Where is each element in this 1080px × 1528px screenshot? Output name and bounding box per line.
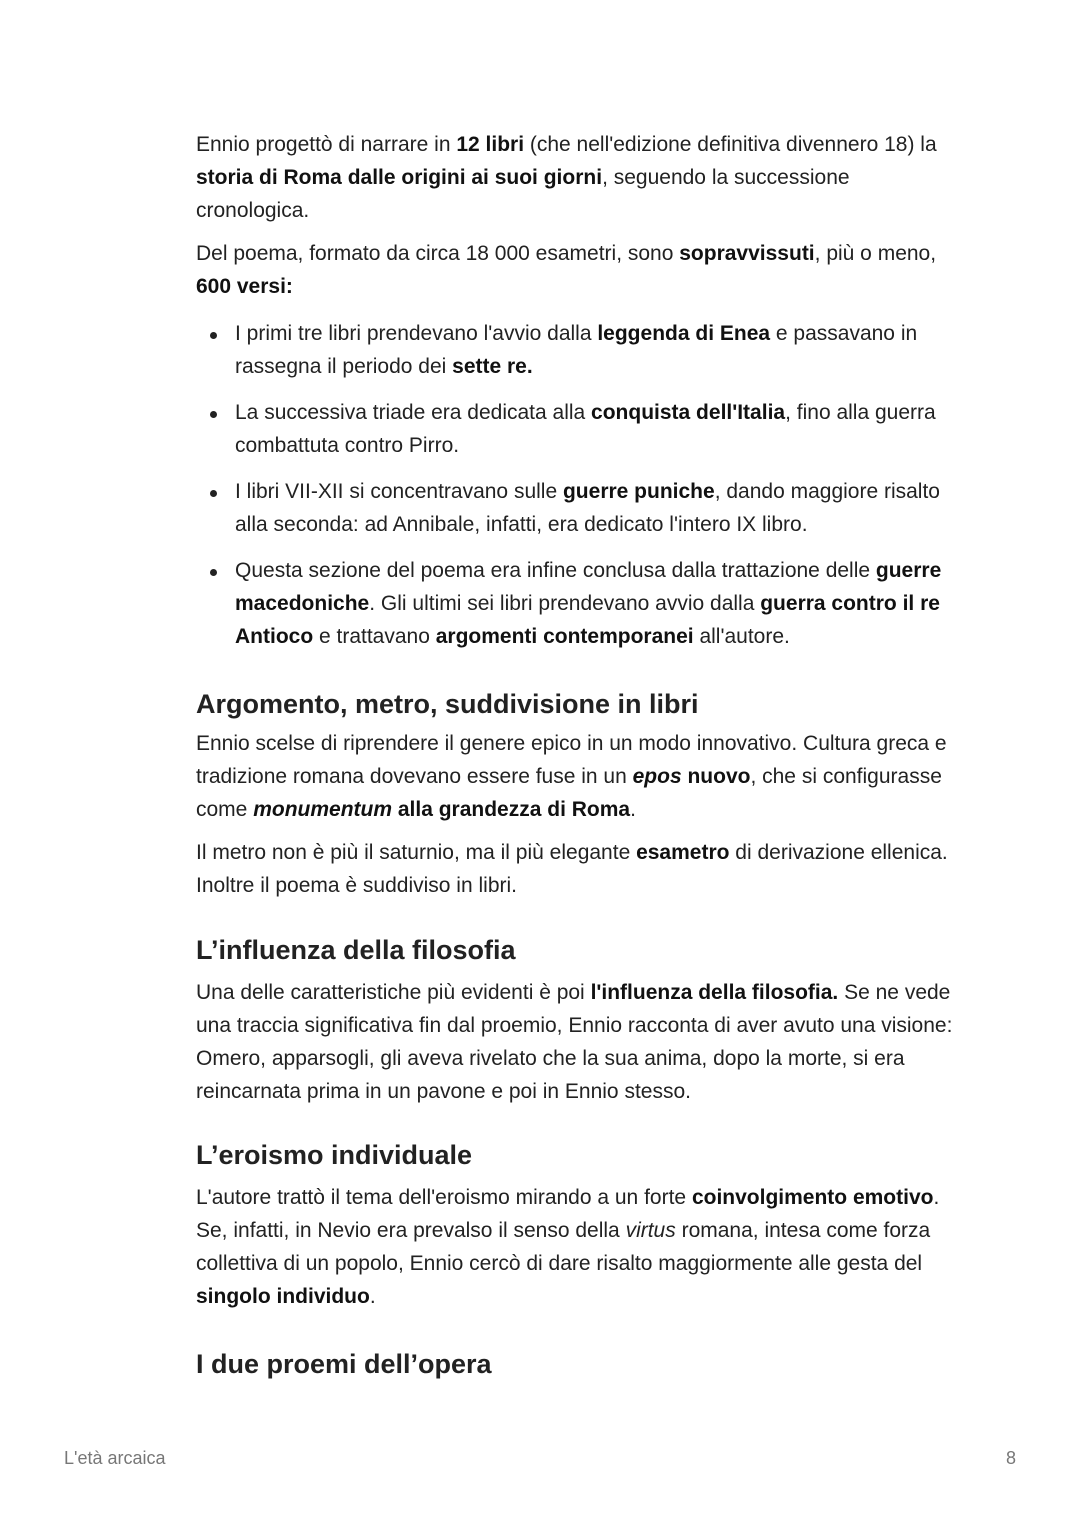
text-run: Il metro non è più il saturnio, ma il più elegante: [196, 841, 637, 864]
text-run: nuovo: [681, 765, 751, 788]
document-body: [196, 128, 956, 1381]
bold-run: conquista dell'Italia: [591, 401, 786, 424]
bold-run: sopravvissuti: [679, 242, 815, 265]
bullet-icon: [210, 411, 217, 418]
list-item: [196, 554, 956, 653]
text-run: I libri VII-XII si concentravano sulle: [235, 480, 563, 503]
text-run: Ennio progettò di narrare in: [196, 133, 457, 156]
text-run: di derivazione ellenica. Inoltre il poema è suddiviso in libri.: [196, 841, 948, 897]
text-run: , più o meno,: [814, 242, 937, 265]
text-run: L'autore trattò il tema dell'eroismo mirando a un forte: [196, 1186, 692, 1209]
text-run: e trattavano: [313, 625, 436, 648]
page-number: 8: [1005, 1448, 1016, 1468]
eroismo-paragraph: [196, 1181, 956, 1313]
bold-run: 12 libri: [456, 133, 525, 156]
text-run: , seguendo la successione cronologica.: [196, 166, 850, 222]
text-run: .: [630, 798, 636, 821]
text-run: I primi tre libri prendevano l'avvio dalla: [235, 322, 598, 345]
bullet-icon: [210, 332, 217, 339]
bold-run: coinvolgimento emotivo: [691, 1186, 934, 1209]
italic-run: virtus: [625, 1219, 676, 1242]
text-run: .: [369, 1285, 376, 1308]
bold-run: singolo individuo: [196, 1285, 370, 1308]
section-heading-filosofia: L’influenza della filosofia: [196, 935, 516, 965]
text-run: (che nell'edizione definitiva divennero 18) la: [524, 133, 937, 156]
text-run: . Gli ultimi sei libri prendevano avvio dalla: [369, 592, 761, 615]
text-run: alla grandezza di Roma: [392, 798, 631, 821]
text-run: , fino alla guerra combattuta contro Pirro.: [235, 401, 936, 457]
list-item: [196, 317, 956, 383]
list-item: [196, 396, 956, 462]
text-run: , dando maggiore risalto alla seconda: ad Annibale, infatti, era dedicato l'intero IX libro.: [235, 480, 940, 536]
text-run: La successiva triade era dedicata alla: [235, 401, 592, 424]
section-heading-argomento: Argomento, metro, suddivisione in libri: [196, 689, 699, 719]
section-heading-eroismo: L’eroismo individuale: [196, 1140, 473, 1170]
bold-run: esametro: [636, 841, 730, 864]
filosofia-paragraph: [196, 976, 956, 1108]
bold-run: guerre macedoniche: [235, 559, 942, 615]
bold-run: guerre puniche: [562, 480, 715, 503]
intro-paragraph: [196, 128, 956, 227]
bullet-icon: [210, 569, 217, 576]
text-run: e passavano in rassegna il periodo dei: [235, 322, 918, 378]
poema-paragraph: [196, 237, 956, 303]
bold-run: l'influenza della filosofia.: [590, 981, 839, 1004]
italic-run: epos: [632, 765, 682, 788]
italic-run: monumentum: [253, 798, 393, 821]
bold-run: guerra contro il re Antioco: [235, 592, 940, 648]
text-run: Questa sezione del poema era infine conclusa dalla trattazione delle: [235, 559, 876, 582]
text-run: all'autore.: [693, 625, 790, 648]
bullet-icon: [210, 490, 217, 497]
argomento-paragraph-1: [196, 727, 956, 826]
text-run: romana, intesa come forza collettiva di un popolo, Ennio cercò di dare risalto maggiormente alle gesta del: [196, 1219, 931, 1275]
text-run: Se ne vede una traccia significativa fin dal proemio, Ennio racconta di aver avuto una visione: Omero, apparsogli, gli aveva rivelato che la sua anima, dopo la morte, si era reincarnata prima in un pavone e poi in Ennio stesso.: [196, 981, 953, 1103]
bold-run: leggenda di Enea: [597, 322, 771, 345]
section-heading-proemi: I due proemi dell’opera: [196, 1349, 492, 1379]
bold-run: 600 versi:: [196, 275, 293, 298]
list-item: [196, 475, 956, 541]
books-list: [196, 317, 956, 653]
bold-run: argomenti contemporanei: [435, 625, 694, 648]
bold-run: sette re.: [452, 355, 533, 378]
bold-run: [633, 765, 751, 788]
text-run: Del poema, formato da circa 18 000 esametri, sono: [196, 242, 680, 265]
bold-run: [253, 798, 630, 821]
text-run: , che si configurasse come: [196, 765, 942, 821]
text-run: Una delle caratteristiche più evidenti è poi: [196, 981, 591, 1004]
text-run: Ennio scelse di riprendere il genere epico in un modo innovativo. Cultura greca e tradizione romana dovevano essere fuse in un: [196, 732, 947, 788]
bold-run: storia di Roma dalle origini ai suoi giorni: [196, 166, 603, 189]
text-run: . Se, infatti, in Nevio era prevalso il senso della: [196, 1186, 940, 1242]
footer-chapter-title: L'età arcaica: [64, 1448, 166, 1468]
argomento-paragraph-2: [196, 836, 956, 902]
